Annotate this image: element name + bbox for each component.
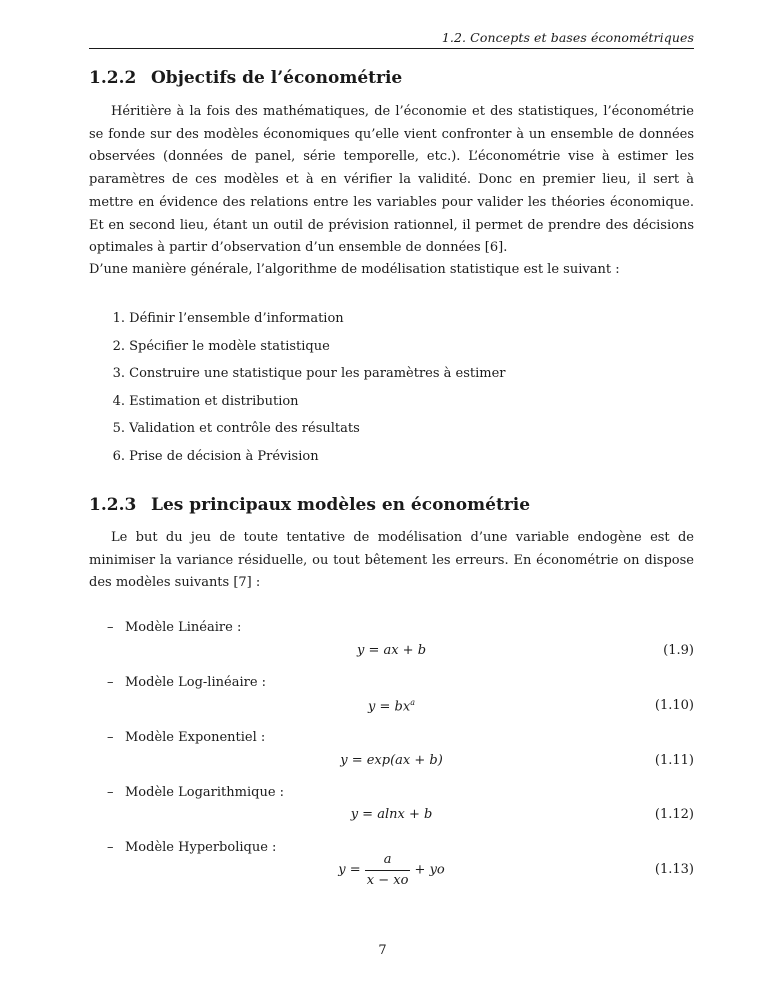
model-label-logarithmique: – Modèle Logarithmique : [107,785,285,800]
list-item-text: Prise de décision à Prévision [129,448,319,464]
paragraph-algorithme-intro: D’une manière générale, l’algorithme de modélisation statistique est le suivant : [89,262,620,277]
model-label-log-lineaire: – Modèle Log-linéaire : [107,675,267,690]
list-item-number: 3. [112,366,125,382]
list-item-text: Spécifier le modèle statistique [129,338,330,354]
model-label-lineaire: – Modèle Linéaire : [107,620,242,635]
list-item [89,363,506,391]
running-head: 1.2. Concepts et bases économétriques [441,30,694,45]
equation-number: (1.10) [654,698,694,713]
fraction [365,852,411,888]
list-item-text: Validation et contrôle des résultats [129,421,360,437]
list-item-number: 6. [112,448,125,464]
equation-formula: y = ax + b [356,643,427,658]
header-rule [89,48,694,49]
fraction-numerator: a [383,852,392,867]
section-title: Les principaux modèles en économétrie [151,495,531,515]
list-item [89,308,506,336]
fraction-denominator: x − xo [365,870,411,888]
section-number: 1.2.2 [89,68,137,88]
model-label-exponentiel: – Modèle Exponentiel : [107,730,266,745]
paragraph-modeles-intro: Le but du jeu de toute tentative de modélisation d’une variable endogène est de minimiser la variance résiduelle, ou tout bêtement les erreurs. En économétrie on dispose des modèles suivants [7] : [89,530,694,591]
equation-formula: $y = bx^a$ [368,698,415,715]
list-item [89,391,506,419]
equation-formula: y = exp(ax + b) [340,753,443,768]
section-heading-objectifs [89,68,402,88]
list-item-number: 4. [112,393,125,409]
equation-formula: y = $\frac{a}{x - xo}$ + yo [338,852,445,888]
equation-number: (1.11) [654,753,694,768]
list-item [89,336,506,364]
equation-number: (1.13) [654,862,694,877]
equation-number: (1.12) [654,807,694,822]
list-item-text: Définir l’ensemble d’information [129,311,344,326]
equation-1-13 [89,852,694,892]
paragraph-objectifs: Héritière à la fois des mathématiques, de l’économie et des statistiques, l’économétrie se fonde sur des modèles économiques qu’elle vient confronter à un ensemble de données observées (données de panel, série temporelle, etc.). L’économétrie vise à estimer les paramètres de ces modèles et à en vérifier la validité. Donc en premier lieu, il sert à mettre en évidence des relations entre les variables pour valider les théories économique. Et en second lieu, étant un outil de prévision rationnel, il permet de prendre des décisions optimales à partir d’observation d’un ensemble de données [6]. [89,104,694,256]
list-item [89,446,506,474]
equation-number: (1.9) [663,643,694,658]
list-item-number: 5. [112,421,125,437]
section-heading-modeles [89,495,530,515]
algorithm-steps-list [89,308,506,474]
list-item [89,418,506,446]
section-number: 1.2.3 [89,495,137,515]
section-title: Objectifs de l’économétrie [151,68,403,88]
page-number: 7 [378,943,387,958]
model-label-hyperbolique: – Modèle Hyperbolique : [107,840,277,855]
list-item-text: Estimation et distribution [129,393,299,409]
list-item-number: 2. [112,338,125,354]
list-item-number: 1. [112,311,125,326]
list-item-text: Construire une statistique pour les paramètres à estimer [129,366,506,382]
equation-formula: y = alnx + b [350,807,433,822]
